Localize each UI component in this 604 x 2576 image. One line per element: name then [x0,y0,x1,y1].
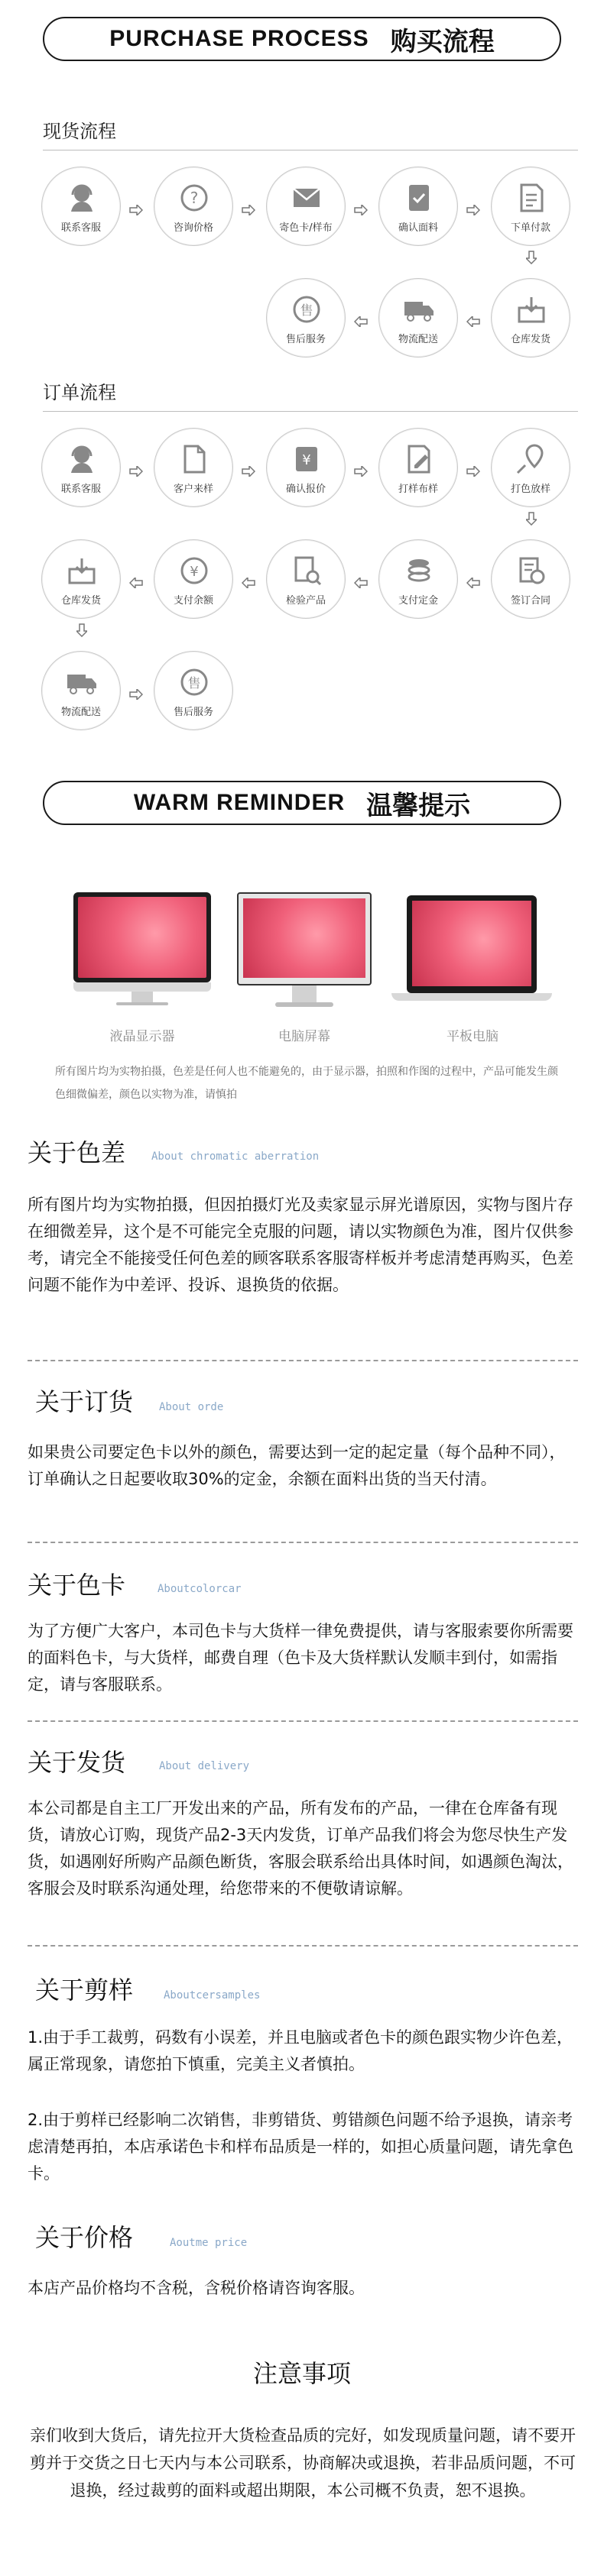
payment-icon [177,554,211,587]
step-label: 联系客服 [60,222,101,234]
step-label: 仓库发货 [510,334,550,345]
section-title: 关于订货 [35,1387,134,1416]
warehouse-box-icon [65,554,99,587]
coins-icon [402,554,436,587]
order-step-pay-deposit [378,539,458,619]
color-disclaimer: 所有图片均为实物拍摄，色差是任何人也不能避免的，由于显示器，拍照和作图的过程中，产品可能发生颜色细微偏差，颜色以实物为准，请慎拍 [55,1066,558,1101]
spot-flow-label: 现货流程 [43,121,116,142]
step-label: 售后服务 [173,707,213,718]
step-label: 下单付款 [510,222,550,234]
section-subtitle: About delivery [159,1760,250,1772]
arrow-left-icon [242,578,255,588]
step-label: 联系客服 [60,484,101,495]
spot-step-order-pay [491,167,570,246]
arrow-left-icon [129,578,143,588]
contract-icon [515,554,548,587]
step-label: 物流配送 [398,334,438,345]
step-label: 支付余额 [173,595,213,607]
step-label: 仓库发货 [60,595,101,607]
section-title: 关于发货 [28,1748,126,1777]
order-form-icon [515,181,548,215]
order-step-inspect [266,539,346,619]
after-sales-icon [177,665,211,699]
section-text-2: 2.由于剪样已经影响二次销售，非剪错货、剪错颜色问题不给予退换，请亲考虑清楚再拍，本店承诺色卡和样布品质是一样的，如担心质量问题，请先拿色卡。 [28,2111,573,2183]
document-check-icon [402,181,436,215]
order-flow-label: 订单流程 [43,382,116,403]
arrow-right-icon [466,466,480,477]
fabric-screen [412,901,531,986]
spot-step-logistics [378,278,458,358]
purchase-process-banner [43,17,561,61]
section-subtitle: About chromatic aberration [151,1150,320,1163]
reminder-title-cn: 温馨提示 [366,790,471,821]
section-text: 本店产品价格均不含税，含税价格请咨询客服。 [28,2279,365,2297]
step-label: 咨询价格 [173,222,213,234]
section-subtitle: About orde [159,1401,224,1413]
fabric-screen [243,898,365,978]
step-label: 检验产品 [285,595,326,607]
spot-step-send-sample [266,167,346,246]
spot-step-ship-warehouse [491,278,570,358]
laptop-image [391,895,552,1010]
arrow-right-icon [242,466,255,477]
spot-step-price [154,167,233,246]
order-step-pay-balance [154,539,233,619]
lcd-monitor-image [73,892,211,1007]
desktop-monitor-image [237,892,372,1011]
order-step-color-proof [491,428,570,507]
step-label: 确认报价 [285,484,326,495]
section-title: 关于色卡 [28,1571,126,1600]
display-caption: 电脑屏幕 [278,1029,330,1044]
arrow-right-icon [129,205,143,215]
spot-step-contact [41,167,121,246]
arrow-left-icon [466,578,480,588]
spot-step-after-sales [266,278,346,358]
arrow-left-icon [466,316,480,327]
after-sales-icon [290,293,323,326]
edit-document-icon [402,442,436,476]
customer-service-icon [65,181,99,215]
arrow-down-icon [76,623,87,637]
step-label: 支付定金 [398,595,438,607]
step-label: 打色放样 [510,484,550,495]
svg-text:¥: ¥ [190,564,199,580]
price-tag-icon [290,442,323,476]
notice-text: 亲们收到大货后，请先拉开大货检查品质的完好，如发现质量问题，请不要开剪并于交货之日七天内与本公司联系，协商解决或退换，若非品质问题，不可退换，经过裁剪的面料或超出期限，本公司概不负责，恕不退换。 [30,2426,576,2500]
arrow-right-icon [129,689,143,700]
banner-title-en: PURCHASE PROCESS [109,26,369,51]
arrow-down-icon [526,251,537,264]
svg-text:售: 售 [300,303,313,319]
order-step-ship-warehouse [41,539,121,619]
reminder-title-en: WARM REMINDER [133,790,346,815]
order-step-contact [41,428,121,507]
order-step-customer-sample [154,428,233,507]
inspect-document-icon [290,554,323,587]
step-label: 签订合同 [510,595,550,607]
order-step-after-sales [154,651,233,730]
arrow-right-icon [242,205,255,215]
dashed-divider [28,1360,578,1361]
step-label: 确认面料 [398,222,438,234]
step-label: 售后服务 [285,334,326,345]
display-caption: 平板电脑 [447,1029,498,1044]
section-text: 1.由于手工裁剪，码数有小误差，并且电脑或者色卡的颜色跟实物少许色差，属正常现象，请您拍下慎重，完美主义者慎拍。 [28,2028,573,2073]
order-step-logistics [41,651,121,730]
section-subtitle: Aoutme price [170,2237,248,2249]
section-subtitle: Aboutcersamples [164,1989,261,2002]
notice-title: 注意事项 [252,2359,351,2388]
section-title: 关于色差 [28,1138,126,1167]
dashed-divider [28,1945,578,1947]
truck-icon [402,293,436,326]
display-caption: 液晶显示器 [109,1029,175,1044]
arrow-down-icon [526,512,537,526]
svg-text:?: ? [190,189,199,207]
arrow-left-icon [354,578,368,588]
spot-step-confirm-fabric [378,167,458,246]
warehouse-box-icon [515,293,548,326]
arrow-right-icon [466,205,480,215]
svg-text:¥: ¥ [302,452,311,468]
order-flow-divider [43,411,578,412]
customer-service-icon [65,442,99,476]
warm-reminder-banner [43,781,561,825]
section-text: 为了方便广大客户，本司色卡与大货样一律免费提供，请与客服索要你所需要的面料色卡，与大货样，邮费自理（色卡及大货样默认发顺丰到付，如需指定，请与客服联系。 [28,1622,573,1694]
arrow-right-icon [129,466,143,477]
price-inquiry-icon [177,181,211,215]
order-step-confirm-quote [266,428,346,507]
dashed-divider [28,1720,578,1722]
order-step-sign-contract [491,539,570,619]
banner-title-cn: 购买流程 [390,26,495,57]
svg-text:售: 售 [187,676,201,691]
truck-icon [65,665,99,699]
arrow-right-icon [354,466,368,477]
step-label: 寄色卡/样布 [279,222,333,234]
section-text: 所有图片均为实物拍摄，但因拍摄灯光及卖家显示屏光谱原因，实物与图片存在细微差异，这个是不可能完全克服的问题，请以实物颜色为准，图片仅供参考，请完全不能接受任何色差的顾客联系客服寄样板并考虑清楚再购买，色差问题不能作为中差评、投诉、退换货的依据。 [28,1196,573,1294]
step-label: 打样布样 [398,484,438,495]
section-title: 关于价格 [35,2223,134,2252]
location-pin-icon [515,442,548,476]
section-subtitle: Aboutcolorcar [157,1583,242,1595]
step-label: 客户来样 [173,484,213,495]
section-text: 如果贵公司要定色卡以外的颜色，需要达到一定的起定量（每个品种不同），订单确认之日起要收取30%的定金，余额在面料出货的当天付清。 [28,1443,566,1488]
section-title: 关于剪样 [35,1976,134,2005]
dashed-divider [28,1542,578,1543]
step-label: 物流配送 [60,707,101,718]
arrow-left-icon [354,316,368,327]
file-icon [177,442,211,476]
section-text: 本公司都是自主工厂开发出来的产品，所有发布的产品，一律在仓库备有现货，请放心订购，现货产品2-3天内发货，订单产品我们将会为您尽快生产发货，如遇刚好所购产品颜色断货，客服会联系给出具体时间，如遇颜色淘汰，客服会及时联系沟通处理，给您带来的不便敬请谅解。 [28,1799,573,1898]
envelope-icon [290,181,323,215]
order-step-sample-fabric [378,428,458,507]
fabric-screen [78,897,206,978]
arrow-right-icon [354,205,368,215]
